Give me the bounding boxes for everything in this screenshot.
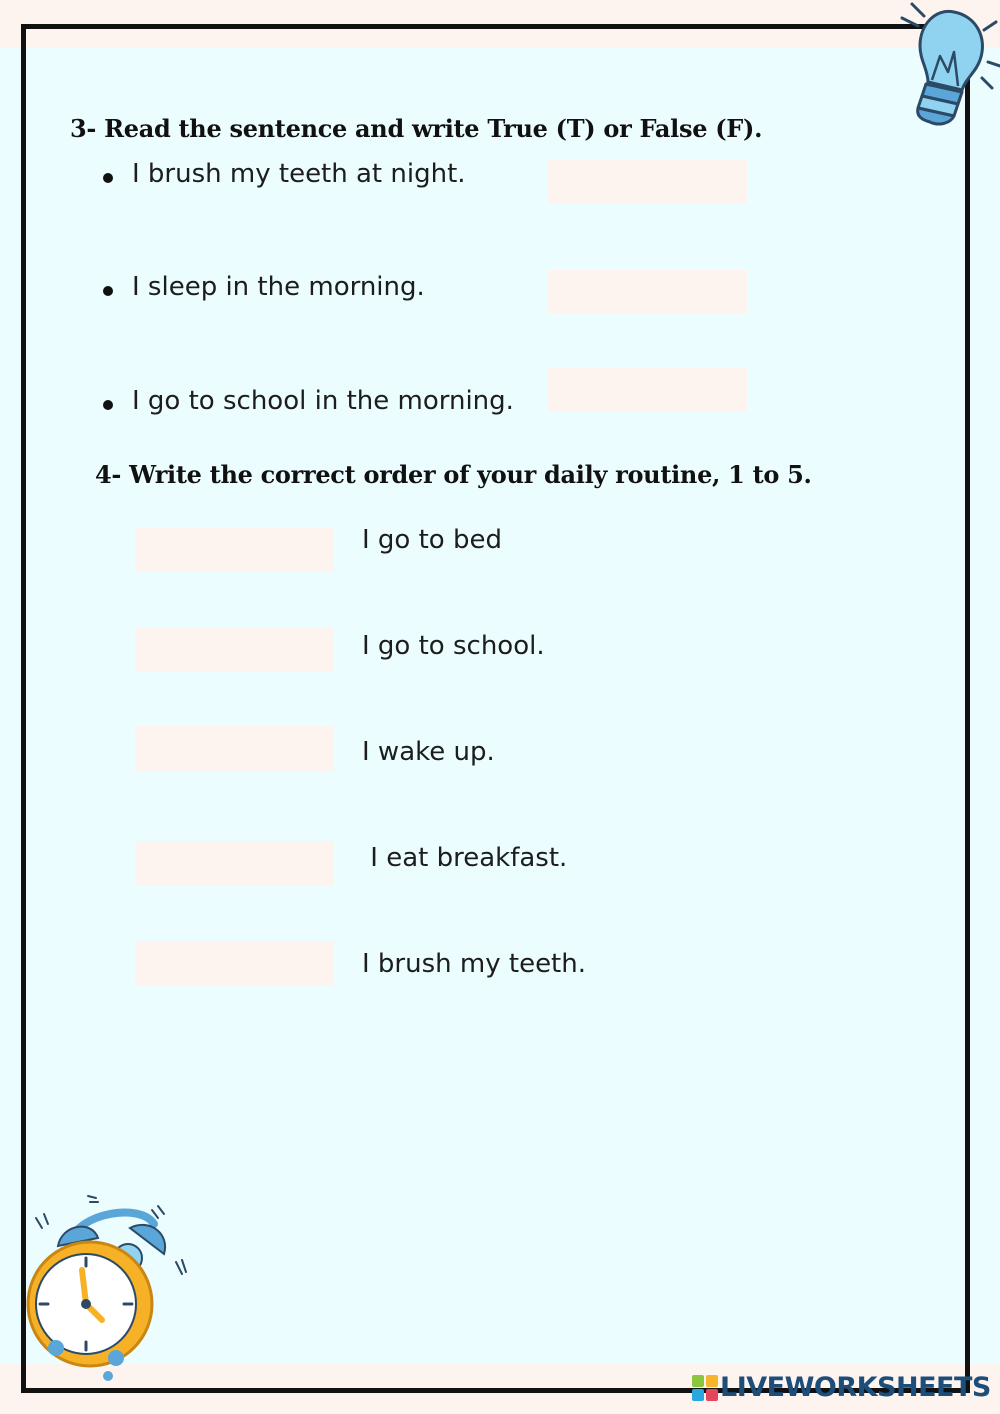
section-3-heading: 3- Read the sentence and write True (T) or False (F).	[70, 114, 763, 143]
routine-statement: I go to school.	[362, 631, 545, 661]
section-4-heading: 4- Write the correct order of your daily routine, 1 to 5.	[95, 460, 812, 489]
routine-order-input[interactable]	[135, 841, 334, 886]
alarm-clock-icon	[18, 1188, 190, 1388]
true-false-statement: I go to school in the morning.	[132, 386, 514, 416]
routine-order-input[interactable]	[135, 527, 334, 572]
bullet-icon	[103, 173, 113, 183]
liveworksheets-brand	[692, 1372, 991, 1404]
routine-statement: I eat breakfast.	[362, 843, 568, 873]
routine-statement: I wake up.	[362, 737, 495, 767]
bullet-icon	[103, 286, 113, 296]
routine-order-input[interactable]	[135, 726, 334, 771]
bullet-icon	[103, 400, 113, 410]
true-false-statement: I brush my teeth at night.	[132, 159, 466, 189]
true-false-answer-input[interactable]	[548, 368, 747, 412]
lightbulb-icon	[892, 0, 1000, 130]
routine-order-input[interactable]	[135, 941, 334, 986]
routine-order-input[interactable]	[135, 627, 334, 672]
true-false-answer-input[interactable]	[548, 160, 747, 204]
routine-statement: I go to bed	[362, 525, 502, 555]
brand-name: LIVEWORKSHEETS	[720, 1372, 991, 1403]
routine-statement: I brush my teeth.	[362, 949, 586, 979]
liveworksheets-logo-icon	[692, 1375, 718, 1401]
true-false-answer-input[interactable]	[548, 270, 747, 314]
true-false-statement: I sleep in the morning.	[132, 272, 425, 302]
